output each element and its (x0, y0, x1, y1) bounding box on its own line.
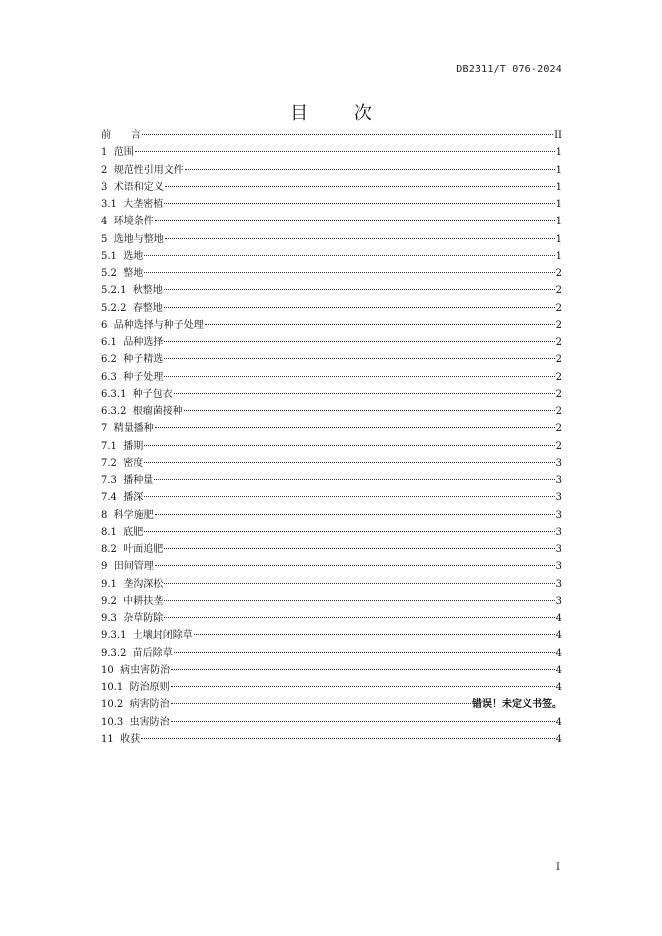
toc-entry-page: 4 (555, 613, 562, 624)
toc-entry-label: 5 选地与整地 (101, 233, 164, 245)
toc-entry[interactable] (101, 162, 562, 179)
toc-entry-page: 1 (555, 181, 562, 193)
toc-entry-label: 1 范围 (101, 147, 134, 159)
toc-entry-page: 2 (555, 406, 562, 417)
toc-entry-label: 9.3.1 土壤封闭除草 (101, 630, 193, 642)
toc-entry-label: 9.2 中耕扶垄 (101, 595, 164, 607)
toc-entry-page: 1 (555, 250, 562, 262)
toc-entry-page: 2 (555, 371, 562, 383)
toc-entry[interactable] (101, 403, 562, 420)
toc-entry-page: 2 (555, 388, 562, 400)
toc-entry-label: 3.1 大垄密植 (101, 199, 164, 210)
toc-entry-page: 4 (555, 630, 562, 642)
dot-leader (144, 255, 554, 256)
dot-leader (174, 393, 555, 394)
toc-entry[interactable] (101, 144, 562, 161)
page-number: I (556, 862, 560, 873)
toc-entry[interactable] (101, 696, 562, 713)
toc-entry-label: 9 田间管理 (101, 561, 154, 573)
toc-entry-label: 9.1 垄沟深松 (101, 578, 164, 590)
toc-entry-label: 8.2 叶面追肥 (101, 544, 164, 555)
toc-entry-page: 2 (555, 440, 562, 452)
toc-entry-label: 8.1 底肥 (101, 526, 144, 538)
toc-entry-page: 4 (555, 733, 562, 745)
toc-entry-page: 2 (555, 268, 562, 279)
toc-entry[interactable] (101, 317, 562, 334)
table-of-contents (101, 127, 562, 748)
toc-entry-page: 4 (555, 716, 562, 728)
dot-leader (165, 186, 555, 187)
toc-entry-page: 2 (555, 423, 562, 435)
toc-entry-page: 3 (555, 561, 562, 573)
dot-leader (171, 686, 555, 687)
toc-entry-label: 10.2 病害防治 (101, 699, 170, 711)
dot-leader (144, 531, 554, 532)
dot-leader (154, 479, 554, 480)
toc-entry-page: 2 (555, 319, 562, 331)
toc-entry[interactable] (101, 541, 562, 558)
toc-entry-page: 2 (555, 354, 562, 366)
dot-leader (164, 341, 554, 342)
document-code: DB2311/T 076-2024 (456, 64, 562, 75)
toc-entry-page: 3 (555, 457, 562, 469)
toc-entry[interactable] (101, 524, 562, 541)
dot-leader (165, 238, 555, 239)
toc-entry-label: 7.2 密度 (101, 457, 144, 469)
toc-entry-page: 2 (555, 337, 562, 348)
toc-entry-page: 1 (555, 233, 562, 245)
dot-leader (155, 514, 555, 515)
toc-entry-label: 6 品种选择与种子处理 (101, 319, 204, 331)
toc-entry[interactable] (101, 196, 562, 213)
dot-leader (164, 617, 554, 618)
toc-entry-label: 7.1 播期 (101, 440, 144, 452)
toc-entry-label: 7 精量播种 (101, 423, 154, 435)
toc-entry-label: 6.3 种子处理 (101, 371, 164, 383)
toc-entry[interactable] (101, 420, 562, 437)
toc-entry-page: 1 (555, 216, 562, 228)
toc-entry[interactable] (101, 645, 562, 662)
toc-entry[interactable] (101, 351, 562, 368)
toc-entry-page: 1 (555, 164, 562, 176)
toc-entry[interactable] (101, 334, 562, 351)
dot-leader (164, 307, 555, 308)
toc-entry-page: 3 (555, 509, 562, 521)
toc-entry[interactable] (101, 386, 562, 403)
toc-entry[interactable] (101, 627, 562, 644)
toc-entry[interactable] (101, 558, 562, 575)
toc-entry-label: 10.3 虫害防治 (101, 716, 170, 728)
dot-leader (164, 376, 554, 377)
toc-entry[interactable] (101, 438, 562, 455)
toc-entry[interactable] (101, 248, 562, 265)
toc-entry-page: 4 (555, 682, 562, 693)
dot-leader (171, 721, 555, 722)
toc-entry-label: 5.2 整地 (101, 268, 144, 279)
dot-leader (164, 548, 554, 549)
toc-entry-label: 6.1 品种选择 (101, 337, 164, 348)
toc-entry-page: 3 (555, 544, 562, 555)
toc-entry-label: 5.1 选地 (101, 250, 144, 262)
dot-leader (164, 358, 554, 359)
toc-entry-label: 9.3 杂草防除 (101, 613, 164, 624)
toc-entry[interactable] (101, 507, 562, 524)
toc-entry[interactable] (101, 213, 562, 230)
dot-leader (141, 738, 555, 739)
toc-entry-page: 4 (555, 664, 562, 676)
toc-entry-page: 3 (555, 578, 562, 590)
toc-entry-label: 7.3 播种量 (101, 475, 154, 486)
toc-entry[interactable] (101, 662, 562, 679)
toc-entry-label: 6.3.2 根瘤菌接种 (101, 406, 183, 417)
toc-entry[interactable] (101, 265, 562, 282)
dot-leader (144, 272, 554, 273)
toc-entry-page: 2 (555, 285, 562, 297)
dot-leader (194, 634, 555, 635)
toc-entry[interactable] (101, 231, 562, 248)
dot-leader (164, 289, 555, 290)
toc-entry-error-text: 错误！未定义书签。 (472, 699, 562, 711)
toc-entry-label: 10.1 防治原则 (101, 682, 170, 693)
toc-entry[interactable] (101, 455, 562, 472)
toc-entry[interactable] (101, 369, 562, 386)
toc-entry-label: 2 规范性引用文件 (101, 164, 184, 176)
toc-entry[interactable] (101, 179, 562, 196)
toc-entry[interactable] (101, 679, 562, 696)
toc-entry-page: 4 (555, 647, 562, 659)
toc-entry-page: 3 (555, 475, 562, 486)
toc-entry[interactable] (101, 472, 562, 489)
dot-leader (164, 203, 554, 204)
toc-title: 目 次 (290, 103, 392, 124)
toc-entry-label: 11 收获 (101, 733, 141, 745)
toc-entry-page: II (554, 130, 562, 141)
dot-leader (142, 134, 553, 135)
toc-entry-label: 9.3.2 苗后除草 (101, 647, 173, 659)
toc-entry-label: 8 科学施肥 (101, 509, 154, 521)
dot-leader (164, 600, 554, 601)
dot-leader (171, 703, 471, 704)
toc-entry-label: 4 环境条件 (101, 216, 154, 228)
toc-entry-page: 3 (555, 492, 562, 504)
toc-entry-label: 5.2.2 春整地 (101, 302, 163, 314)
dot-leader (164, 583, 554, 584)
toc-entry[interactable] (101, 610, 562, 627)
toc-entry[interactable] (101, 576, 562, 593)
toc-entry[interactable] (101, 593, 562, 610)
dot-leader (171, 669, 555, 670)
toc-entry-page: 1 (555, 199, 562, 210)
dot-leader (174, 652, 555, 653)
dot-leader (144, 496, 554, 497)
toc-entry[interactable] (101, 489, 562, 506)
toc-entry[interactable] (101, 300, 562, 317)
toc-entry-page: 2 (555, 302, 562, 314)
dot-leader (205, 324, 555, 325)
toc-entry-page: 3 (555, 595, 562, 607)
dot-leader (184, 410, 555, 411)
dot-leader (155, 427, 555, 428)
toc-entry-label: 10 病虫害防治 (101, 664, 171, 676)
toc-entry[interactable] (101, 731, 562, 748)
dot-leader (155, 220, 555, 221)
toc-entry-page: 3 (555, 526, 562, 538)
toc-entry-label: 6.2 种子精选 (101, 354, 164, 366)
toc-entry-label: 前 言 (101, 130, 141, 141)
dot-leader (185, 169, 555, 170)
toc-entry[interactable] (101, 127, 562, 144)
toc-entry-label: 5.2.1 秋整地 (101, 285, 163, 297)
dot-leader (155, 565, 555, 566)
toc-entry-label: 7.4 播深 (101, 492, 144, 504)
dot-leader (144, 462, 554, 463)
toc-entry[interactable] (101, 282, 562, 299)
toc-entry-page: 1 (555, 147, 562, 159)
dot-leader (135, 151, 555, 152)
toc-entry[interactable] (101, 714, 562, 731)
dot-leader (144, 445, 554, 446)
toc-entry-label: 6.3.1 种子包衣 (101, 388, 173, 400)
toc-entry-label: 3 术语和定义 (101, 181, 164, 193)
